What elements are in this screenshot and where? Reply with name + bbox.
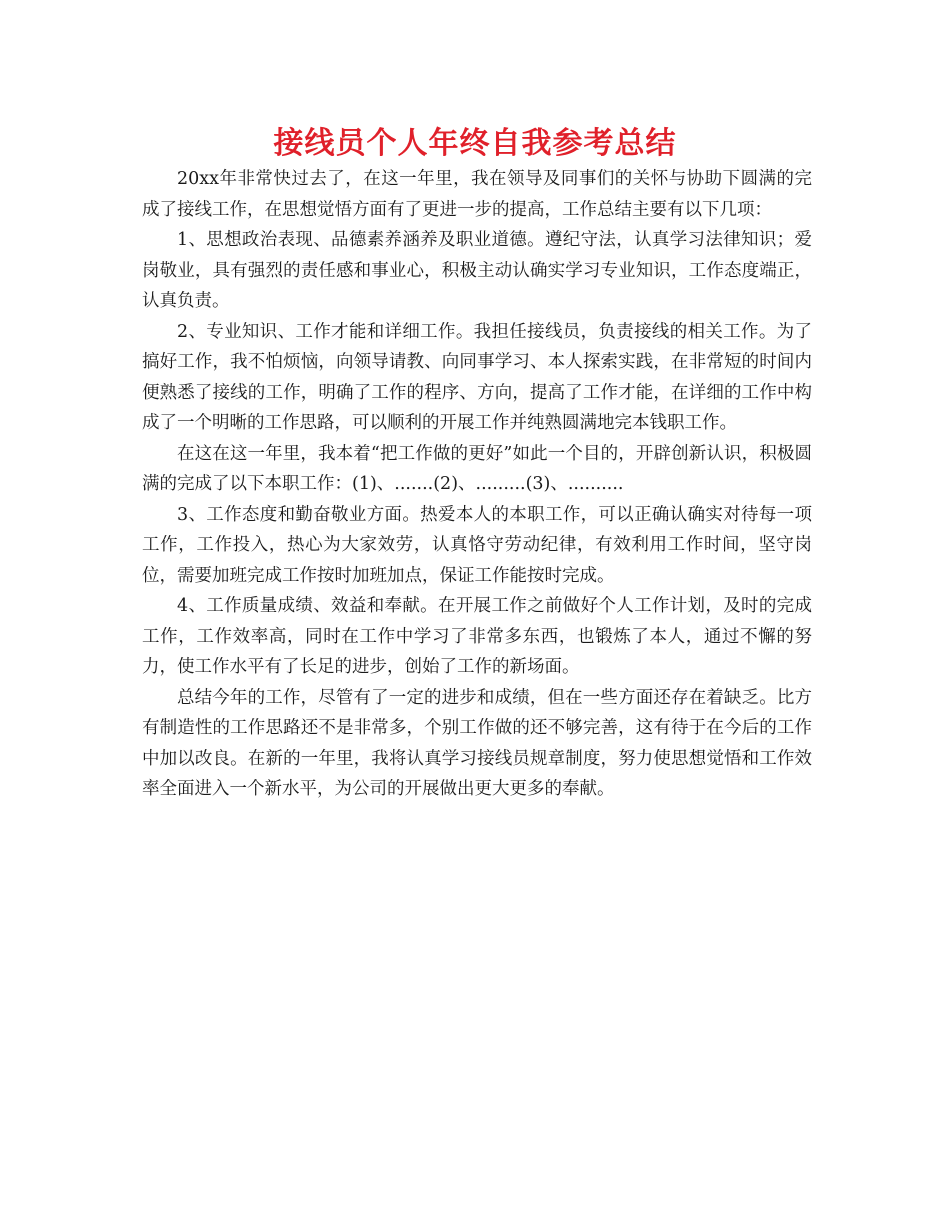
- paragraph-item-4: 4、工作质量成绩、效益和奉献。在开展工作之前做好个人工作计划，及时的完成工作，工作效率高，同时在工作中学习了非常多东西，也锻炼了本人，通过不懈的努力，使工作水平有了长足的进步，创始了工作的新场面。: [142, 596, 812, 677]
- paragraph-conclusion: 总结今年的工作，尽管有了一定的进步和成绩，但在一些方面还存在着缺乏。比方有制造性的工作思路还不是非常多，个别工作做的还不够完善，这有待于在今后的工作中加以改良。在新的一年里，我将认真学习接线员规章制度，努力使思想觉悟和工作效率全面进入一个新水平，为公司的开展做出更大更多的奉献。: [142, 687, 812, 799]
- document-body: [142, 164, 812, 805]
- paragraph-intro: 20xx年非常快过去了，在这一年里，我在领导及同事们的关怀与协助下圆满的完成了接线工作，在思想觉悟方面有了更进一步的提高，工作总结主要有以下几项：: [142, 169, 812, 220]
- paragraph-item-2: 2、专业知识、工作才能和详细工作。我担任接线员，负责接线的相关工作。为了搞好工作，我不怕烦恼，向领导请教、向同事学习、本人探索实践，在非常短的时间内便熟悉了接线的工作，明确了工作的程序、方向，提高了工作才能，在详细的工作中构成了一个明晰的工作思路，可以顺利的开展工作并纯熟圆满地完本钱职工作。: [142, 321, 812, 433]
- paragraph-item-3: 3、工作态度和勤奋敬业方面。热爱本人的本职工作，可以正确认确实对待每一项工作，工作投入，热心为大家效劳，认真恪守劳动纪律，有效利用工作时间，坚守岗位，需要加班完成工作按时加班加点，保证工作能按时完成。: [142, 504, 812, 586]
- document-title: 接线员个人年终自我参考总结: [273, 126, 677, 161]
- paragraph-item-1: 1、思想政治表现、品德素养涵养及职业道德。遵纪守法，认真学习法律知识；爱岗敬业，具有强烈的责任感和事业心，积极主动认确实学习专业知识，工作态度端正，认真负责。: [142, 230, 812, 311]
- paragraph-duties: 在这在这一年里，我本着“把工作做的更好”如此一个目的，开辟创新认识，积极圆满的完成了以下本职工作：(1)、.......(2)、.........(3)、..........: [142, 443, 812, 494]
